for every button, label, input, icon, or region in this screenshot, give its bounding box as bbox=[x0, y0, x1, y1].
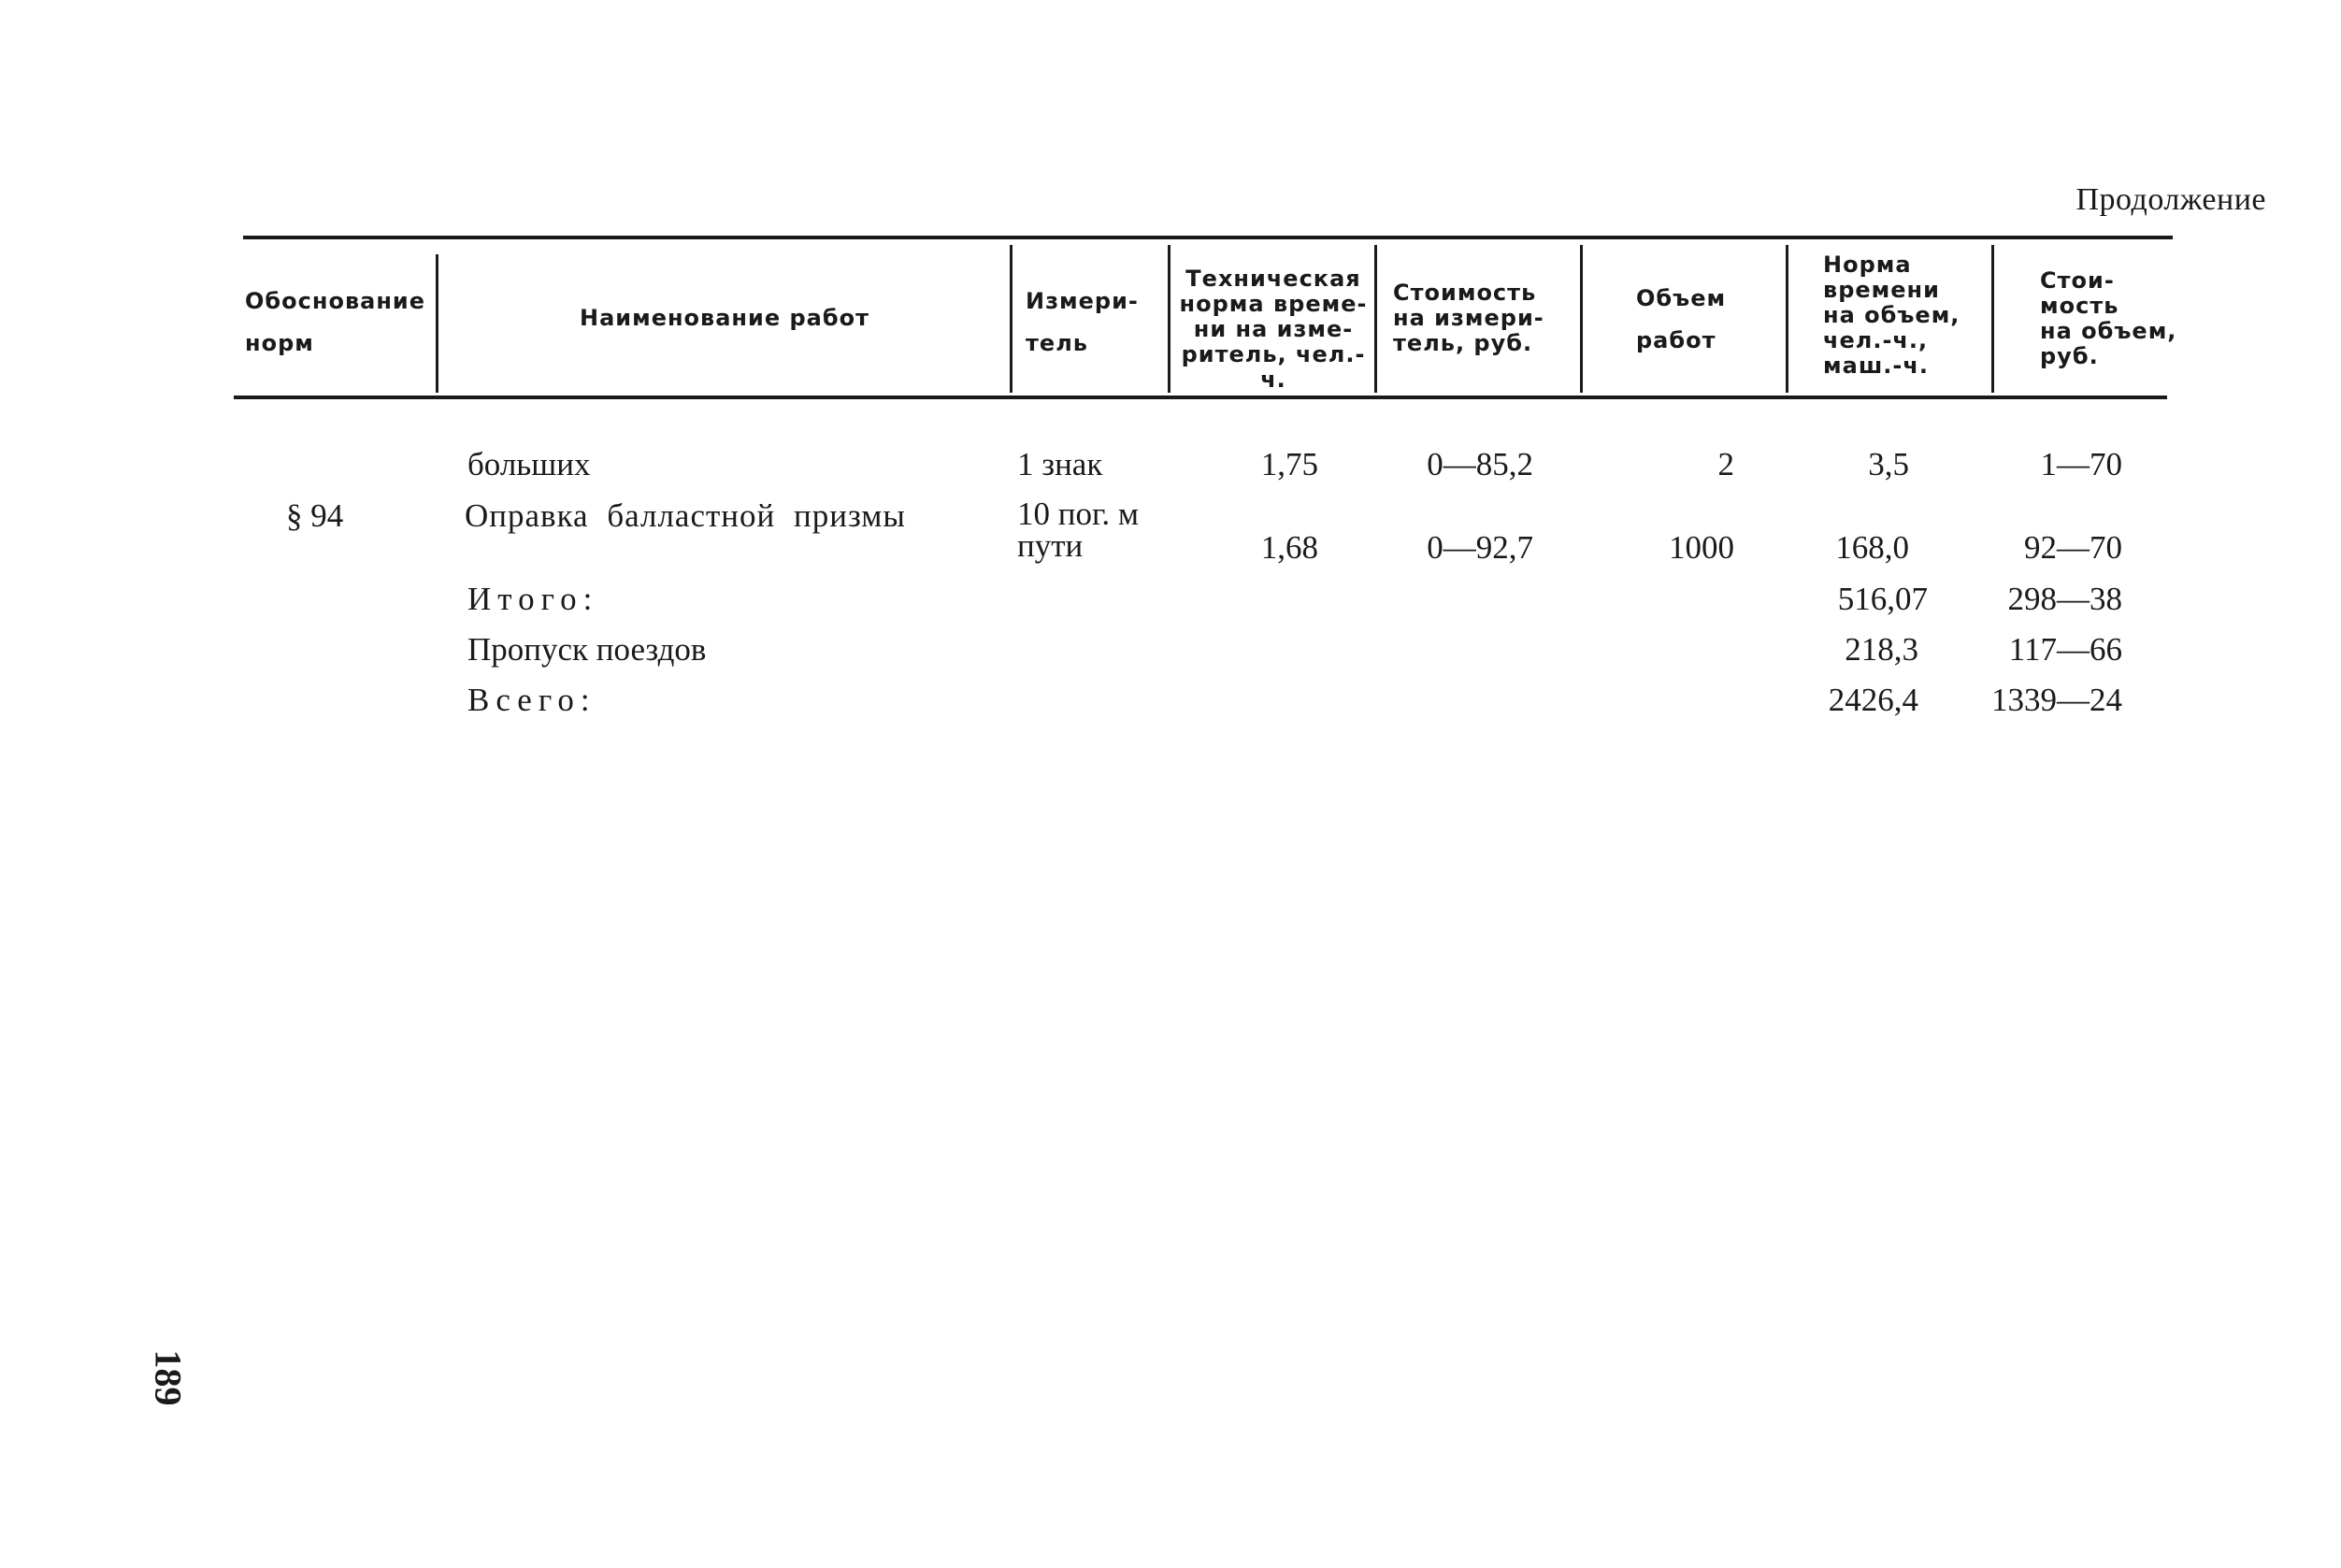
row-tech-norm: 1,68 bbox=[1260, 529, 1318, 566]
column-divider bbox=[1374, 245, 1377, 393]
column-divider bbox=[436, 254, 438, 393]
column-divider bbox=[1010, 245, 1013, 393]
column-divider bbox=[1580, 245, 1583, 393]
top-rule bbox=[243, 236, 2173, 239]
header-name: Наименование работ bbox=[579, 305, 869, 331]
row-tech-norm: 1,75 bbox=[1260, 446, 1318, 482]
row-cost-total: 92—70 bbox=[2024, 529, 2122, 566]
row-cost-unit: 0—92,7 bbox=[1427, 529, 1533, 566]
column-divider bbox=[1786, 245, 1788, 393]
total-time: 516,07 bbox=[1837, 581, 1928, 617]
column-divider bbox=[1168, 245, 1170, 393]
total-time: 2426,4 bbox=[1828, 682, 1918, 718]
header-cost-total: Стои- мость на объем, руб. bbox=[2040, 267, 2177, 369]
total-label: Пропуск поездов bbox=[467, 631, 707, 668]
header-basis: Обоснование норм bbox=[245, 288, 426, 356]
total-time: 218,3 bbox=[1845, 631, 1918, 668]
row-name: больших bbox=[467, 446, 591, 482]
row-time-total: 168,0 bbox=[1835, 529, 1909, 566]
total-cost: 298—38 bbox=[2007, 581, 2122, 617]
row-volume: 1000 bbox=[1669, 529, 1734, 566]
row-unit: 1 знак bbox=[1017, 446, 1103, 482]
total-label: Всего: bbox=[467, 682, 596, 718]
page-number: 189 bbox=[147, 1349, 190, 1406]
row-volume: 2 bbox=[1717, 446, 1734, 482]
header-unit: Измери- тель bbox=[1026, 288, 1139, 356]
row-name: Оправка балластной призмы bbox=[465, 497, 906, 534]
row-unit: 10 пог. м пути bbox=[1017, 496, 1140, 564]
total-label: Итого: bbox=[467, 581, 599, 617]
header-time-norm-total: Норма времени на объем, чел.-ч., маш.-ч. bbox=[1823, 252, 1960, 379]
header-volume: Объем работ bbox=[1636, 285, 1727, 353]
row-cost-total: 1—70 bbox=[2040, 446, 2122, 482]
total-cost: 117—66 bbox=[2008, 631, 2122, 668]
column-divider bbox=[1991, 245, 1994, 393]
row-time-total: 3,5 bbox=[1868, 446, 1909, 482]
total-cost: 1339—24 bbox=[1991, 682, 2122, 718]
header-cost-unit: Стоимость на измери- тель, руб. bbox=[1393, 280, 1544, 356]
header-tech-norm: Техническая норма време- ни на изме- ритель, чел.-ч. bbox=[1179, 266, 1368, 393]
row-basis: § 94 bbox=[286, 497, 344, 534]
row-cost-unit: 0—85,2 bbox=[1427, 446, 1533, 482]
continued-label: Продолжение bbox=[2075, 182, 2266, 217]
header-bottom-rule bbox=[234, 396, 2167, 399]
